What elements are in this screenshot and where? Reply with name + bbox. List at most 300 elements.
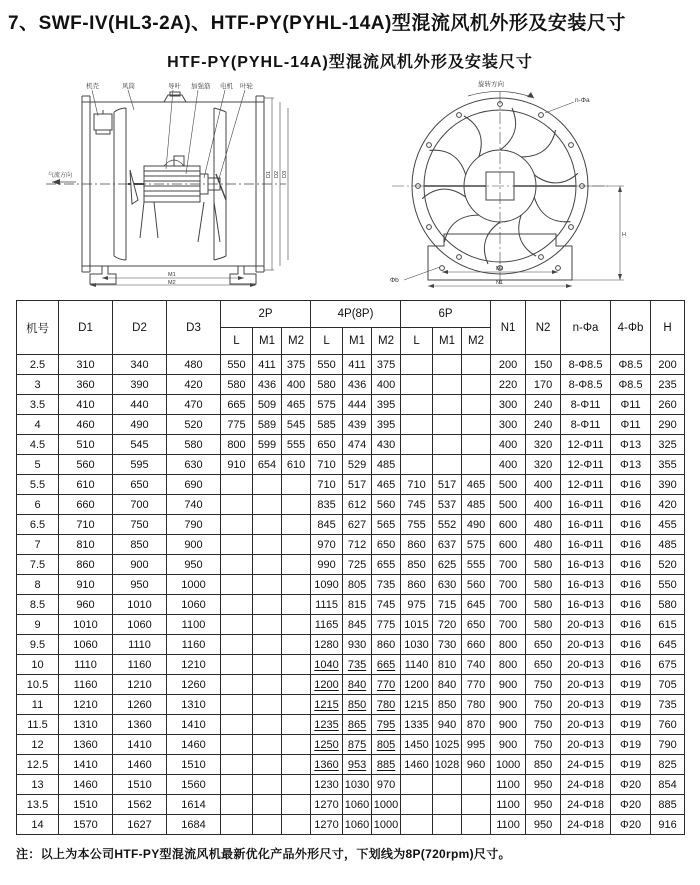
dimension-cell: Φ16 bbox=[611, 615, 651, 635]
dimension-cell bbox=[253, 595, 282, 615]
dimension-cell: 600 bbox=[491, 535, 526, 555]
dimension-cell: 1460 bbox=[59, 775, 113, 795]
dimension-cell: 860 bbox=[59, 555, 113, 575]
dimension-cell bbox=[282, 475, 311, 495]
dimension-cell: 465 bbox=[462, 475, 491, 495]
dimension-cell: 850 bbox=[433, 695, 462, 715]
dimension-cell: 1000 bbox=[372, 795, 401, 815]
model-no-cell: 5.5 bbox=[17, 475, 59, 495]
dimension-cell bbox=[253, 815, 282, 835]
dimension-cell bbox=[282, 555, 311, 575]
dimension-cell: 1030 bbox=[401, 635, 433, 655]
dimension-cell: 637 bbox=[433, 535, 462, 555]
model-no-cell: 12.5 bbox=[17, 755, 59, 775]
dimension-cell: Φ8.5 bbox=[611, 355, 651, 375]
dimension-cell bbox=[433, 455, 462, 475]
bolt-hole-callout: n-Φa bbox=[575, 97, 590, 104]
table-row bbox=[17, 635, 685, 655]
dimension-cell bbox=[282, 655, 311, 675]
dimension-cell bbox=[401, 435, 433, 455]
dimension-cell: 835 bbox=[311, 495, 343, 515]
dimension-cell: 1110 bbox=[59, 655, 113, 675]
table-row bbox=[17, 715, 685, 735]
dimension-cell: 950 bbox=[113, 575, 167, 595]
dimension-cell: 1110 bbox=[113, 635, 167, 655]
dimension-cell: 1684 bbox=[167, 815, 221, 835]
dimension-cell: 550 bbox=[651, 575, 685, 595]
dimension-cell: 436 bbox=[253, 375, 282, 395]
dimension-cell: 400 bbox=[526, 475, 561, 495]
model-no-cell: 11 bbox=[17, 695, 59, 715]
dimension-cell: Φ16 bbox=[611, 495, 651, 515]
dimension-cell: 610 bbox=[59, 475, 113, 495]
dimension-cell: 235 bbox=[651, 375, 685, 395]
dimension-cell: Φ16 bbox=[611, 575, 651, 595]
dimension-cell bbox=[253, 715, 282, 735]
table-row bbox=[17, 555, 685, 575]
subheader-l: L bbox=[311, 328, 343, 355]
dimension-cell bbox=[221, 635, 253, 655]
dimension-cell: 650 bbox=[462, 615, 491, 635]
dimension-cell: 875 bbox=[343, 735, 372, 755]
dimension-cell: 750 bbox=[526, 695, 561, 715]
dimension-cell bbox=[282, 575, 311, 595]
dimension-cell: 1210 bbox=[59, 695, 113, 715]
dimension-cell: 770 bbox=[372, 675, 401, 695]
dimension-cell bbox=[282, 815, 311, 835]
dimension-cell: 1235 bbox=[311, 715, 343, 735]
dimension-cell: 1410 bbox=[59, 755, 113, 775]
dimension-cell: 1010 bbox=[59, 615, 113, 635]
dimension-cell: 599 bbox=[253, 435, 282, 455]
dimension-cell: 580 bbox=[526, 555, 561, 575]
dimension-cell: 770 bbox=[462, 675, 491, 695]
table-row bbox=[17, 595, 685, 615]
dimension-cell: 755 bbox=[401, 515, 433, 535]
part-label: 风筒 bbox=[122, 83, 135, 90]
dimension-cell bbox=[253, 695, 282, 715]
model-no-cell: 8 bbox=[17, 575, 59, 595]
dimension-cell: 589 bbox=[253, 415, 282, 435]
part-label: 导叶 bbox=[168, 83, 181, 90]
dimension-cell: 690 bbox=[167, 475, 221, 495]
dimension-cell: 150 bbox=[526, 355, 561, 375]
dimension-cell: 910 bbox=[59, 575, 113, 595]
dimension-cell: 1060 bbox=[343, 815, 372, 835]
dimension-cell bbox=[253, 655, 282, 675]
dimension-cell: 465 bbox=[372, 475, 401, 495]
dimension-cell: 860 bbox=[401, 535, 433, 555]
dimension-cell bbox=[221, 795, 253, 815]
dimension-cell bbox=[221, 575, 253, 595]
dimension-cell: 1100 bbox=[491, 775, 526, 795]
table-row bbox=[17, 435, 685, 455]
model-no-cell: 9.5 bbox=[17, 635, 59, 655]
dimension-cell: 20-Φ13 bbox=[561, 615, 611, 635]
dimension-cell: 750 bbox=[526, 715, 561, 735]
table-row bbox=[17, 415, 685, 435]
dim-label-h: H bbox=[622, 232, 626, 238]
table-row bbox=[17, 795, 685, 815]
dimension-cell bbox=[253, 775, 282, 795]
dimension-cell bbox=[401, 455, 433, 475]
dimension-cell: 960 bbox=[462, 755, 491, 775]
model-no-cell: 13.5 bbox=[17, 795, 59, 815]
dimension-cell: 545 bbox=[113, 435, 167, 455]
dimension-cell bbox=[221, 675, 253, 695]
dimension-cell: 845 bbox=[343, 615, 372, 635]
dimension-cell: 645 bbox=[651, 635, 685, 655]
dimension-cell: 1410 bbox=[113, 735, 167, 755]
header-d3: D3 bbox=[167, 301, 221, 355]
table-row bbox=[17, 515, 685, 535]
dimension-cell: 790 bbox=[167, 515, 221, 535]
airflow-label: 气流方向 bbox=[48, 173, 73, 179]
dimension-cell bbox=[401, 415, 433, 435]
dimension-cell: 750 bbox=[113, 515, 167, 535]
dimension-cell: 650 bbox=[526, 655, 561, 675]
dimension-cell: 665 bbox=[372, 655, 401, 675]
model-no-cell: 6 bbox=[17, 495, 59, 515]
dimension-cell: 1160 bbox=[113, 655, 167, 675]
dimension-cell: Φ13 bbox=[611, 455, 651, 475]
dimension-cell: 745 bbox=[372, 595, 401, 615]
dimension-cell: 510 bbox=[59, 435, 113, 455]
dimension-cell: 575 bbox=[462, 535, 491, 555]
header-n2: N2 bbox=[526, 301, 561, 355]
dimension-cell bbox=[282, 595, 311, 615]
dimension-cell: 760 bbox=[651, 715, 685, 735]
subheader-l: L bbox=[221, 328, 253, 355]
dimension-cell bbox=[401, 795, 433, 815]
dimension-cell: 740 bbox=[167, 495, 221, 515]
dimension-cell: 850 bbox=[343, 695, 372, 715]
dimension-cell: 630 bbox=[433, 575, 462, 595]
dimension-cell: Φ16 bbox=[611, 515, 651, 535]
dimension-cell: 375 bbox=[282, 355, 311, 375]
dimension-cell: 860 bbox=[401, 575, 433, 595]
dimension-cell: 560 bbox=[462, 575, 491, 595]
fan-side-view-drawing bbox=[18, 74, 348, 292]
dimension-cell: 1410 bbox=[167, 715, 221, 735]
table-row bbox=[17, 815, 685, 835]
dimension-cell bbox=[282, 695, 311, 715]
dimension-cell: 485 bbox=[462, 495, 491, 515]
dimension-cell bbox=[253, 475, 282, 495]
dimension-cell: 1160 bbox=[167, 635, 221, 655]
dimension-cell: 735 bbox=[651, 695, 685, 715]
dimension-cell: 850 bbox=[113, 535, 167, 555]
dimension-cell: 555 bbox=[282, 435, 311, 455]
dimension-cell: 1280 bbox=[311, 635, 343, 655]
fan-table-body bbox=[17, 355, 685, 835]
table-row bbox=[17, 615, 685, 635]
dimension-cell: 1160 bbox=[59, 675, 113, 695]
dimension-cell: 16-Φ13 bbox=[561, 575, 611, 595]
dimension-cell: 1210 bbox=[113, 675, 167, 695]
header-6p-group: 6P bbox=[401, 301, 491, 328]
dimension-cell: 710 bbox=[311, 455, 343, 475]
dimension-cell bbox=[433, 435, 462, 455]
dimension-cell: 900 bbox=[113, 555, 167, 575]
dimension-cell: Φ11 bbox=[611, 415, 651, 435]
dimension-cell: 740 bbox=[462, 655, 491, 675]
dimension-cell: Φ16 bbox=[611, 475, 651, 495]
dimension-cell: 20-Φ13 bbox=[561, 675, 611, 695]
dimension-cell: 885 bbox=[372, 755, 401, 775]
dimension-cell bbox=[221, 655, 253, 675]
model-no-cell: 3 bbox=[17, 375, 59, 395]
dimension-cell: 430 bbox=[372, 435, 401, 455]
model-no-cell: 4.5 bbox=[17, 435, 59, 455]
dimension-cell bbox=[221, 755, 253, 775]
dimension-cell: 970 bbox=[372, 775, 401, 795]
dimension-cell bbox=[433, 375, 462, 395]
dimension-cell: 805 bbox=[343, 575, 372, 595]
dimension-cell: 775 bbox=[372, 615, 401, 635]
dimension-cell: 1510 bbox=[59, 795, 113, 815]
dimension-cell: 710 bbox=[311, 475, 343, 495]
dimension-cell: 1450 bbox=[401, 735, 433, 755]
dimension-cell: 260 bbox=[651, 395, 685, 415]
dimension-cell: 1028 bbox=[433, 755, 462, 775]
table-row bbox=[17, 755, 685, 775]
dimension-cell: 1000 bbox=[167, 575, 221, 595]
dim-label-n2: N2 bbox=[496, 266, 504, 272]
dimension-cell: 790 bbox=[651, 735, 685, 755]
dimension-cell: 565 bbox=[372, 515, 401, 535]
dimension-cell: 845 bbox=[311, 515, 343, 535]
dimension-cell: 360 bbox=[59, 375, 113, 395]
dimension-cell: 400 bbox=[491, 435, 526, 455]
table-row bbox=[17, 475, 685, 495]
dimension-cell bbox=[221, 615, 253, 635]
dimension-cell bbox=[401, 355, 433, 375]
dimension-cell: 500 bbox=[491, 475, 526, 495]
dimension-cell: Φ16 bbox=[611, 595, 651, 615]
dimension-cell: Φ13 bbox=[611, 435, 651, 455]
dimension-cell: 780 bbox=[372, 695, 401, 715]
dimension-cell: 655 bbox=[372, 555, 401, 575]
dimension-cell: 24-Φ18 bbox=[561, 775, 611, 795]
model-no-cell: 5 bbox=[17, 455, 59, 475]
table-row bbox=[17, 375, 685, 395]
dimension-cell: 439 bbox=[343, 415, 372, 435]
dim-label-d2: D2 bbox=[274, 170, 280, 178]
header-4-phi-b: 4-Φb bbox=[611, 301, 651, 355]
table-row bbox=[17, 675, 685, 695]
dimension-cell: 490 bbox=[462, 515, 491, 535]
dimension-cell: 1030 bbox=[343, 775, 372, 795]
dimension-cell bbox=[253, 555, 282, 575]
dimension-cell: 854 bbox=[651, 775, 685, 795]
dimension-cell: 12-Φ11 bbox=[561, 435, 611, 455]
dimension-cell bbox=[221, 815, 253, 835]
dimension-cell: 545 bbox=[282, 415, 311, 435]
dimension-cell: 660 bbox=[462, 635, 491, 655]
dimension-cell: 1360 bbox=[113, 715, 167, 735]
dimension-cell: 20-Φ13 bbox=[561, 655, 611, 675]
dimension-cell: 1560 bbox=[167, 775, 221, 795]
header-d1: D1 bbox=[59, 301, 113, 355]
dimension-cell: 1570 bbox=[59, 815, 113, 835]
dimension-cell: 1260 bbox=[113, 695, 167, 715]
dimension-cell: 1614 bbox=[167, 795, 221, 815]
table-row bbox=[17, 495, 685, 515]
dimension-cell: 700 bbox=[491, 615, 526, 635]
table-row bbox=[17, 775, 685, 795]
dimension-cell: 900 bbox=[491, 675, 526, 695]
dimension-cell: Φ20 bbox=[611, 775, 651, 795]
dimension-cell: 990 bbox=[311, 555, 343, 575]
dimension-cell: 1335 bbox=[401, 715, 433, 735]
dimension-cell: 550 bbox=[221, 355, 253, 375]
dimension-cell: 390 bbox=[113, 375, 167, 395]
dimension-cell bbox=[282, 675, 311, 695]
dimension-cell: 485 bbox=[651, 535, 685, 555]
dimension-cell: 612 bbox=[343, 495, 372, 515]
dimension-cell: 580 bbox=[526, 615, 561, 635]
dimension-cell: 480 bbox=[526, 515, 561, 535]
model-no-cell: 6.5 bbox=[17, 515, 59, 535]
dimension-cell: 1090 bbox=[311, 575, 343, 595]
dimension-cell bbox=[282, 755, 311, 775]
dimension-cell: 900 bbox=[491, 715, 526, 735]
dimension-cell: 715 bbox=[433, 595, 462, 615]
dimension-cell bbox=[462, 455, 491, 475]
dimension-cell: 16-Φ13 bbox=[561, 595, 611, 615]
dimension-cell: Φ19 bbox=[611, 715, 651, 735]
dimension-cell: 395 bbox=[372, 415, 401, 435]
dimension-cell: 8-Φ8.5 bbox=[561, 355, 611, 375]
dimension-cell: 8-Φ11 bbox=[561, 395, 611, 415]
table-row bbox=[17, 735, 685, 755]
dimension-cell bbox=[433, 395, 462, 415]
dimension-cell: 240 bbox=[526, 395, 561, 415]
dimension-cell: 1215 bbox=[401, 695, 433, 715]
dimension-cell bbox=[462, 815, 491, 835]
dimension-cell: 865 bbox=[343, 715, 372, 735]
dimension-cell: 800 bbox=[491, 655, 526, 675]
dimension-cell bbox=[462, 375, 491, 395]
dimension-cell: 1140 bbox=[401, 655, 433, 675]
dimension-cell: 800 bbox=[221, 435, 253, 455]
dimension-cell: 375 bbox=[372, 355, 401, 375]
model-no-cell: 14 bbox=[17, 815, 59, 835]
dimension-cell bbox=[253, 635, 282, 655]
dimension-cell: 1230 bbox=[311, 775, 343, 795]
dimension-cell: 395 bbox=[372, 395, 401, 415]
dimension-cell bbox=[253, 755, 282, 775]
dimension-cell bbox=[282, 735, 311, 755]
dimension-cell: 1010 bbox=[113, 595, 167, 615]
dimension-cell: 560 bbox=[372, 495, 401, 515]
dimension-cell bbox=[433, 415, 462, 435]
model-no-cell: 12 bbox=[17, 735, 59, 755]
dimension-cell: 625 bbox=[433, 555, 462, 575]
dimension-cell: 975 bbox=[401, 595, 433, 615]
model-no-cell: 9 bbox=[17, 615, 59, 635]
model-no-cell: 10 bbox=[17, 655, 59, 675]
dimension-cell: 20-Φ13 bbox=[561, 735, 611, 755]
dimension-cell: 16-Φ11 bbox=[561, 515, 611, 535]
dimension-cell bbox=[221, 695, 253, 715]
dimension-cell: 500 bbox=[491, 495, 526, 515]
dimension-cell: 12-Φ11 bbox=[561, 455, 611, 475]
dimension-cell: 320 bbox=[526, 455, 561, 475]
dimension-cell: 930 bbox=[343, 635, 372, 655]
dimension-cell: 580 bbox=[651, 595, 685, 615]
dimension-cell: 575 bbox=[311, 395, 343, 415]
dimension-cell: 950 bbox=[526, 815, 561, 835]
model-no-cell: 2.5 bbox=[17, 355, 59, 375]
page-title: 7、SWF-IV(HL3-2A)、HTF-PY(PYHL-14A)型混流风机外形及安装尺寸 bbox=[8, 13, 626, 34]
dimension-cell bbox=[221, 735, 253, 755]
dimension-cell: 840 bbox=[343, 675, 372, 695]
dimension-cell bbox=[282, 795, 311, 815]
dimension-cell: 1165 bbox=[311, 615, 343, 635]
dimension-cell: 16-Φ11 bbox=[561, 535, 611, 555]
dimension-cell: 840 bbox=[433, 675, 462, 695]
header-n-phi-a: n-Φa bbox=[561, 301, 611, 355]
dimension-cell: Φ20 bbox=[611, 815, 651, 835]
dimension-cell: 916 bbox=[651, 815, 685, 835]
dimension-cell: Φ19 bbox=[611, 755, 651, 775]
dimension-cell: 480 bbox=[167, 355, 221, 375]
table-row bbox=[17, 455, 685, 475]
dimension-cell: 810 bbox=[433, 655, 462, 675]
dimension-cell: 720 bbox=[433, 615, 462, 635]
dimension-cell: 1270 bbox=[311, 815, 343, 835]
fan-table-section bbox=[0, 292, 700, 835]
dimension-cell: 1015 bbox=[401, 615, 433, 635]
table-row bbox=[17, 575, 685, 595]
dim-label-m1: M1 bbox=[168, 272, 176, 278]
dimension-cell: 953 bbox=[343, 755, 372, 775]
dimension-cell: 735 bbox=[372, 575, 401, 595]
dimension-cell: 995 bbox=[462, 735, 491, 755]
dimension-cell: 300 bbox=[491, 415, 526, 435]
dimension-cell bbox=[253, 675, 282, 695]
dimension-cell bbox=[433, 795, 462, 815]
dimension-cell: 654 bbox=[253, 455, 282, 475]
dimension-cell bbox=[462, 415, 491, 435]
dimension-cell: 725 bbox=[343, 555, 372, 575]
dimension-cell: 627 bbox=[343, 515, 372, 535]
dimension-cell: 940 bbox=[433, 715, 462, 735]
dimension-cell: 520 bbox=[651, 555, 685, 575]
model-no-cell: 10.5 bbox=[17, 675, 59, 695]
dimension-cell: 580 bbox=[167, 435, 221, 455]
dimension-cell: 1100 bbox=[491, 815, 526, 835]
dimension-cell bbox=[282, 495, 311, 515]
dimension-cell: 200 bbox=[491, 355, 526, 375]
dim-label-m2: M2 bbox=[168, 280, 176, 286]
part-label: 加强筋 bbox=[191, 83, 211, 90]
dimension-cell bbox=[282, 775, 311, 795]
dimension-cell: 885 bbox=[651, 795, 685, 815]
fan-front-view-drawing bbox=[382, 74, 682, 292]
dimension-cell: 850 bbox=[526, 755, 561, 775]
table-row bbox=[17, 355, 685, 375]
dimension-cell: 1115 bbox=[311, 595, 343, 615]
subheader-m1: M1 bbox=[253, 328, 282, 355]
header-4p-group: 4P(8P) bbox=[311, 301, 401, 328]
dim-label-d1: D1 bbox=[266, 170, 272, 178]
dimension-cell: 24-Φ18 bbox=[561, 795, 611, 815]
dimension-cell: 552 bbox=[433, 515, 462, 535]
dimension-cell bbox=[221, 475, 253, 495]
